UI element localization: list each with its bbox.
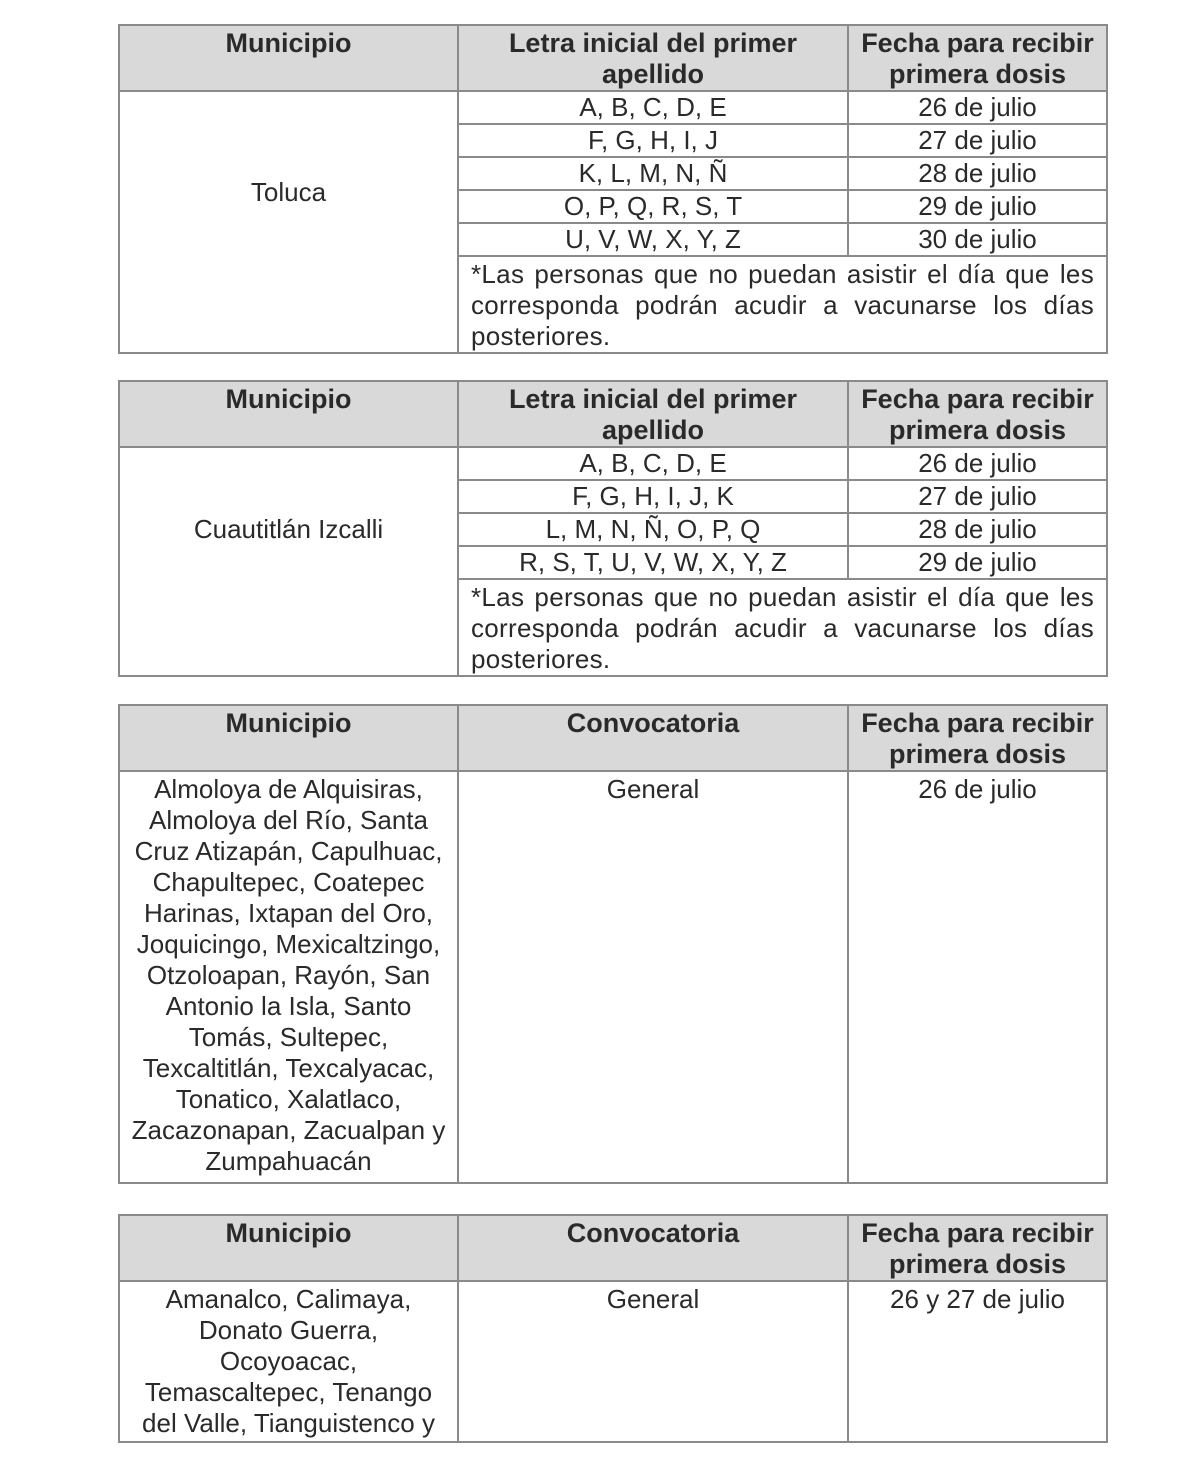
municipio-line: Cruz Atizapán, Capulhuac, xyxy=(134,836,443,866)
municipio-line: Antonio la Isla, Santo xyxy=(165,991,412,1021)
header-convocatoria: Convocatoria xyxy=(458,1215,848,1281)
municipio-line: Amanalco, Calimaya, xyxy=(165,1284,412,1314)
date-cell: 29 de julio xyxy=(848,190,1107,223)
convocatoria-cell: General xyxy=(458,1281,848,1442)
municipio-list-cell xyxy=(119,1281,458,1442)
letters-cell: F, G, H, I, J xyxy=(458,124,848,157)
vaccination-table-general-26-27 xyxy=(118,1214,1108,1443)
municipio-line: Joquicingo, Mexicaltzingo, xyxy=(136,929,441,959)
municipio-line: Donato Guerra, xyxy=(198,1315,379,1345)
header-convocatoria: Convocatoria xyxy=(458,705,848,771)
header-municipio: Municipio xyxy=(119,25,458,91)
date-cell: 30 de julio xyxy=(848,223,1107,256)
municipio-line: Tomás, Sultepec, xyxy=(188,1022,389,1052)
municipio-list-cell xyxy=(119,771,458,1183)
letters-cell: O, P, Q, R, S, T xyxy=(458,190,848,223)
header-fecha: Fecha para recibir primera dosis xyxy=(848,705,1107,771)
date-cell: 26 de julio xyxy=(848,447,1107,480)
municipio-line: Zumpahuacán xyxy=(205,1146,372,1176)
date-cell: 26 de julio xyxy=(848,91,1107,124)
municipio-cell: Cuautitlán Izcalli xyxy=(119,447,458,676)
vaccination-table-general-26 xyxy=(118,704,1108,1184)
municipio-line: Zacazonapan, Zacualpan y xyxy=(131,1115,446,1145)
municipio-line: Harinas, Ixtapan del Oro, xyxy=(143,898,434,928)
date-cell: 28 de julio xyxy=(848,513,1107,546)
municipio-cell: Toluca xyxy=(119,91,458,353)
header-fecha: Fecha para recibir primera dosis xyxy=(848,381,1107,447)
header-letra-inicial: Letra inicial del primer apellido xyxy=(458,25,848,91)
letters-cell: A, B, C, D, E xyxy=(458,91,848,124)
vaccination-table-cuautitlan xyxy=(118,380,1108,677)
municipio-line: del Valle, Tianguistenco y xyxy=(142,1408,435,1438)
date-cell: 29 de julio xyxy=(848,546,1107,579)
note-text: *Las personas que no puedan asistir el día que les corresponda podrán acudir a vacunarse los días posteriores. xyxy=(458,579,1107,676)
header-letra-inicial: Letra inicial del primer apellido xyxy=(458,381,848,447)
header-municipio: Municipio xyxy=(119,381,458,447)
date-cell: 27 de julio xyxy=(848,480,1107,513)
municipio-line: Chapultepec, Coatepec xyxy=(152,867,425,897)
date-cell: 27 de julio xyxy=(848,124,1107,157)
date-cell: 26 de julio xyxy=(848,771,1107,1183)
vaccination-table-toluca xyxy=(118,24,1108,354)
letters-cell: A, B, C, D, E xyxy=(458,447,848,480)
date-cell: 26 y 27 de julio xyxy=(848,1281,1107,1442)
municipio-line: Ocoyoacac, xyxy=(219,1346,358,1376)
date-cell: 28 de julio xyxy=(848,157,1107,190)
letters-cell: K, L, M, N, Ñ xyxy=(458,157,848,190)
letters-cell: R, S, T, U, V, W, X, Y, Z xyxy=(458,546,848,579)
header-municipio: Municipio xyxy=(119,705,458,771)
header-municipio: Municipio xyxy=(119,1215,458,1281)
municipio-line: Temascaltepec, Tenango xyxy=(144,1377,433,1407)
municipio-line: Otzoloapan, Rayón, San xyxy=(146,960,431,990)
header-fecha: Fecha para recibir primera dosis xyxy=(848,25,1107,91)
letters-cell: U, V, W, X, Y, Z xyxy=(458,223,848,256)
header-fecha: Fecha para recibir primera dosis xyxy=(848,1215,1107,1281)
convocatoria-cell: General xyxy=(458,771,848,1183)
municipio-line: Almoloya de Alquisiras, xyxy=(154,774,423,804)
municipio-line: Almoloya del Río, Santa xyxy=(149,805,428,835)
municipio-line: Tonatico, Xalatlaco, xyxy=(175,1084,402,1114)
letters-cell: L, M, N, Ñ, O, P, Q xyxy=(458,513,848,546)
municipio-line: Texcaltitlán, Texcalyacac, xyxy=(142,1053,435,1083)
note-text: *Las personas que no puedan asistir el día que les corresponda podrán acudir a vacunarse los días posteriores. xyxy=(458,256,1107,353)
letters-cell: F, G, H, I, J, K xyxy=(458,480,848,513)
